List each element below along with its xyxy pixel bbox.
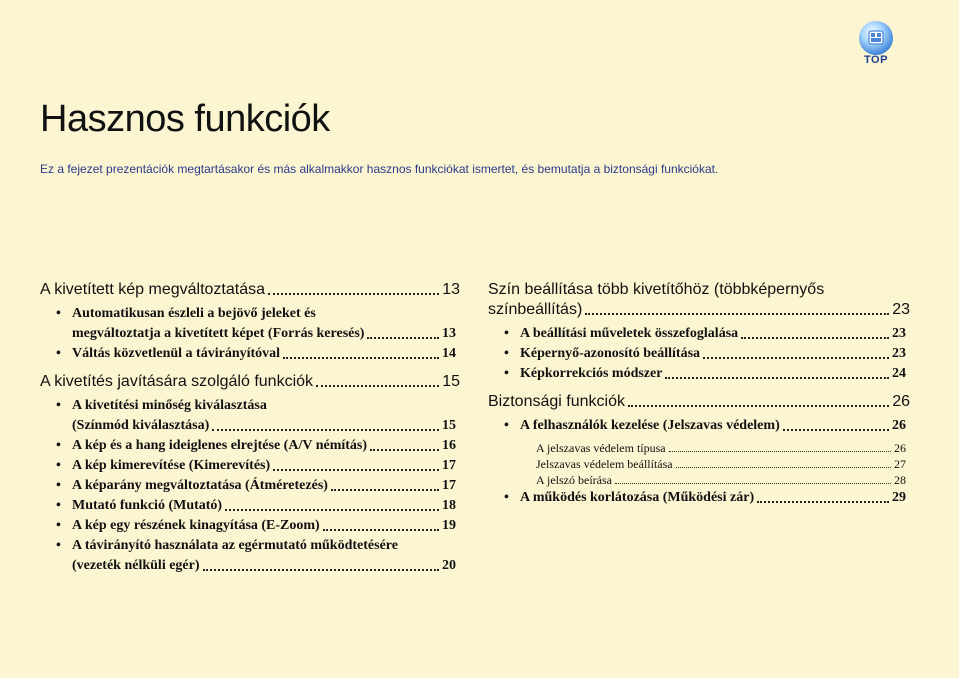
toc-item-link[interactable] bbox=[40, 344, 460, 364]
toc-item-title: • Váltás közvetlenül a távirányítóval bbox=[72, 346, 281, 361]
dot-leader bbox=[628, 405, 889, 407]
toc-item-link[interactable] bbox=[40, 516, 460, 536]
toc-page-number: 17 bbox=[442, 458, 456, 473]
toc-page-number: 17 bbox=[442, 478, 456, 493]
dot-leader bbox=[615, 483, 891, 484]
toc-item-line2: (Színmód kiválasztása) bbox=[72, 418, 210, 433]
toc-page-number: 23 bbox=[892, 301, 910, 318]
toc-subitem-link[interactable] bbox=[488, 456, 910, 472]
toc-page-number: 29 bbox=[892, 490, 906, 505]
toc-page-number: 20 bbox=[442, 558, 456, 573]
dot-leader bbox=[665, 377, 889, 379]
toc-page-number: 23 bbox=[892, 346, 906, 361]
top-button[interactable] bbox=[850, 18, 902, 70]
toc-subitem-title: A jelszavas védelem típusa bbox=[536, 441, 666, 455]
dot-leader bbox=[783, 429, 889, 431]
toc-item-line1: • Automatikusan észleli a bejövő jeleket és bbox=[72, 306, 316, 321]
toc-page-number: 14 bbox=[442, 346, 456, 361]
dot-leader bbox=[331, 489, 439, 491]
toc-item-title: • Képkorrekciós módszer bbox=[520, 366, 663, 381]
toc-section-link[interactable] bbox=[40, 280, 460, 300]
toc-section-title-line2: színbeállítás) bbox=[488, 301, 583, 318]
dot-leader bbox=[703, 357, 889, 359]
toc-item-title: • A felhasználók kezelése (Jelszavas védelem) bbox=[520, 418, 780, 433]
toc-item-line2: megváltoztatja a kivetített képet (Forrás keresés) bbox=[72, 326, 365, 341]
toc-item-title: • A képarány megváltoztatása (Átméretezés) bbox=[72, 478, 328, 493]
toc-item-link[interactable] bbox=[40, 536, 460, 576]
toc-item-link[interactable] bbox=[488, 324, 910, 344]
toc-page-number: 13 bbox=[442, 326, 456, 341]
toc-item-title: • A kép egy részének kinagyítása (E-Zoom) bbox=[72, 518, 320, 533]
toc-section-link[interactable] bbox=[40, 372, 460, 392]
toc-subitem-title: A jelszó beírása bbox=[536, 473, 612, 487]
toc-item-link[interactable] bbox=[40, 456, 460, 476]
intro-text: Ez a fejezet prezentációk megtartásakor és más alkalmakkor hasznos funkciókat ismertet, és bemutatja a biztonsági funkciókat. bbox=[40, 162, 719, 176]
dot-leader bbox=[212, 429, 439, 431]
dot-leader bbox=[757, 501, 889, 503]
toc-item-link[interactable] bbox=[40, 476, 460, 496]
toc-section-link[interactable] bbox=[488, 392, 910, 412]
toc-section-link[interactable] bbox=[488, 280, 910, 320]
toc-item-title: • Képernyő-azonosító beállítása bbox=[520, 346, 701, 361]
toc-section-title: Biztonsági funkciók bbox=[488, 393, 625, 410]
dot-leader bbox=[676, 467, 891, 468]
toc-section-title: A kivetített kép megváltoztatása bbox=[40, 281, 266, 298]
toc-item-title: • A kép és a hang ideiglenes elrejtése (A/V némítás) bbox=[72, 438, 368, 453]
toc-item-link[interactable] bbox=[40, 396, 460, 436]
globe-icon bbox=[856, 18, 896, 58]
toc-item-link[interactable] bbox=[40, 304, 460, 344]
dot-leader bbox=[669, 451, 891, 452]
dot-leader bbox=[367, 337, 439, 339]
toc-item-line1: • A kivetítési minőség kiválasztása bbox=[72, 398, 267, 413]
toc-item-title: • A beállítási műveletek összefoglalása bbox=[520, 326, 739, 341]
toc-item-link[interactable] bbox=[488, 344, 910, 364]
dot-leader bbox=[203, 569, 439, 571]
dot-leader bbox=[585, 313, 889, 315]
toc-right-column bbox=[488, 280, 910, 508]
toc-page-number: 24 bbox=[892, 366, 906, 381]
toc-page-number: 19 bbox=[442, 518, 456, 533]
dot-leader bbox=[283, 357, 439, 359]
toc-item-title: • A működés korlátozása (Működési zár) bbox=[520, 490, 755, 505]
dot-leader bbox=[316, 385, 439, 387]
top-label: TOP bbox=[864, 54, 888, 66]
dot-leader bbox=[273, 469, 439, 471]
toc-page-number: 18 bbox=[442, 498, 456, 513]
dot-leader bbox=[225, 509, 439, 511]
toc-section-title: A kivetítés javítására szolgáló funkciók bbox=[40, 373, 314, 390]
toc-page-number: 26 bbox=[892, 393, 910, 410]
page-title: Hasznos funkciók bbox=[40, 98, 330, 140]
toc-subitem-title: Jelszavas védelem beállítása bbox=[536, 457, 673, 471]
toc-page-number: 13 bbox=[442, 281, 460, 298]
toc-item-link[interactable] bbox=[488, 364, 910, 384]
toc-page-number: 23 bbox=[892, 326, 906, 341]
toc-page-number: 26 bbox=[894, 441, 906, 455]
toc-page-number: 28 bbox=[894, 473, 906, 487]
toc-item-link[interactable] bbox=[40, 496, 460, 516]
dot-leader bbox=[370, 449, 439, 451]
toc-item-line2: (vezeték nélküli egér) bbox=[72, 558, 200, 573]
toc-item-link[interactable] bbox=[488, 416, 910, 436]
toc-page-number: 15 bbox=[442, 418, 456, 433]
toc-page-number: 26 bbox=[892, 418, 906, 433]
toc-page-number: 16 bbox=[442, 438, 456, 453]
toc-item-link[interactable] bbox=[488, 488, 910, 508]
toc-item-title: • A kép kimerevítése (Kimerevítés) bbox=[72, 458, 271, 473]
toc-item-link[interactable] bbox=[40, 436, 460, 456]
toc-subitem-link[interactable] bbox=[488, 472, 910, 488]
dot-leader bbox=[323, 529, 439, 531]
toc-item-line1: • A távirányító használata az egérmutató működtetésére bbox=[72, 538, 398, 553]
toc-left-column bbox=[40, 280, 460, 576]
toc-page-number: 15 bbox=[442, 373, 460, 390]
toc-section-title-line1: Szín beállítása több kivetítőhöz (többképernyős bbox=[488, 281, 825, 298]
dot-leader bbox=[741, 337, 889, 339]
toc-page-number: 27 bbox=[894, 457, 906, 471]
toc-subitem-link[interactable] bbox=[488, 440, 910, 456]
toc-item-title: • Mutató funkció (Mutató) bbox=[72, 498, 223, 513]
dot-leader bbox=[268, 293, 439, 295]
